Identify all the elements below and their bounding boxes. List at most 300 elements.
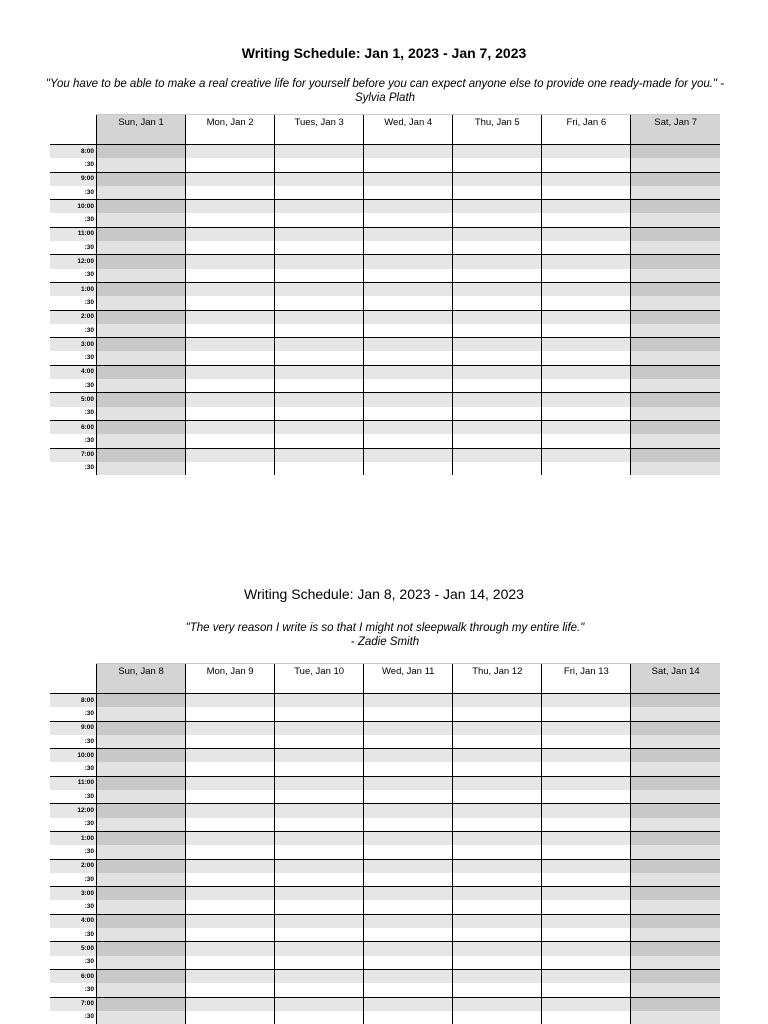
schedule-cell[interactable] [542, 448, 631, 462]
schedule-cell[interactable] [542, 282, 631, 296]
schedule-cell[interactable] [453, 200, 542, 214]
schedule-cell[interactable] [97, 255, 186, 269]
schedule-cell[interactable] [186, 200, 275, 214]
schedule-cell[interactable] [275, 255, 364, 269]
schedule-cell[interactable] [453, 942, 542, 956]
schedule-cell[interactable] [631, 172, 720, 186]
schedule-cell[interactable] [364, 942, 453, 956]
schedule-cell[interactable] [364, 420, 453, 434]
schedule-cell[interactable] [97, 393, 186, 407]
schedule-cell[interactable] [97, 282, 186, 296]
schedule-cell[interactable] [275, 200, 364, 214]
schedule-cell[interactable] [364, 255, 453, 269]
schedule-cell[interactable] [453, 859, 542, 873]
schedule-cell[interactable] [186, 434, 275, 448]
schedule-cell[interactable] [631, 393, 720, 407]
schedule-cell[interactable] [631, 956, 720, 970]
schedule-cell[interactable] [631, 969, 720, 983]
schedule-cell[interactable] [186, 324, 275, 338]
schedule-cell[interactable] [275, 914, 364, 928]
schedule-cell[interactable] [631, 997, 720, 1011]
schedule-cell[interactable] [186, 776, 275, 790]
schedule-cell[interactable] [631, 900, 720, 914]
schedule-cell[interactable] [97, 997, 186, 1011]
schedule-cell[interactable] [631, 158, 720, 172]
schedule-cell[interactable] [631, 379, 720, 393]
schedule-cell[interactable] [186, 1011, 275, 1024]
schedule-cell[interactable] [631, 873, 720, 887]
schedule-cell[interactable] [186, 365, 275, 379]
schedule-cell[interactable] [453, 873, 542, 887]
schedule-cell[interactable] [186, 707, 275, 721]
schedule-cell[interactable] [631, 914, 720, 928]
schedule-cell[interactable] [542, 859, 631, 873]
schedule-cell[interactable] [186, 393, 275, 407]
schedule-cell[interactable] [97, 379, 186, 393]
schedule-cell[interactable] [97, 776, 186, 790]
schedule-cell[interactable] [542, 186, 631, 200]
schedule-cell[interactable] [186, 241, 275, 255]
schedule-cell[interactable] [364, 762, 453, 776]
schedule-cell[interactable] [275, 818, 364, 832]
schedule-cell[interactable] [275, 790, 364, 804]
schedule-cell[interactable] [97, 845, 186, 859]
schedule-cell[interactable] [364, 365, 453, 379]
schedule-cell[interactable] [97, 351, 186, 365]
schedule-cell[interactable] [186, 845, 275, 859]
schedule-cell[interactable] [97, 172, 186, 186]
schedule-cell[interactable] [453, 762, 542, 776]
schedule-cell[interactable] [275, 707, 364, 721]
schedule-cell[interactable] [97, 158, 186, 172]
schedule-cell[interactable] [364, 749, 453, 763]
schedule-cell[interactable] [453, 241, 542, 255]
schedule-cell[interactable] [542, 379, 631, 393]
schedule-cell[interactable] [631, 707, 720, 721]
schedule-cell[interactable] [453, 983, 542, 997]
schedule-cell[interactable] [453, 296, 542, 310]
schedule-cell[interactable] [364, 694, 453, 708]
schedule-cell[interactable] [186, 158, 275, 172]
schedule-cell[interactable] [186, 213, 275, 227]
schedule-cell[interactable] [453, 227, 542, 241]
schedule-cell[interactable] [97, 900, 186, 914]
schedule-cell[interactable] [631, 338, 720, 352]
schedule-cell[interactable] [364, 831, 453, 845]
schedule-cell[interactable] [453, 997, 542, 1011]
schedule-cell[interactable] [542, 956, 631, 970]
schedule-cell[interactable] [275, 324, 364, 338]
schedule-cell[interactable] [631, 282, 720, 296]
schedule-cell[interactable] [453, 213, 542, 227]
schedule-cell[interactable] [453, 407, 542, 421]
schedule-cell[interactable] [631, 790, 720, 804]
schedule-cell[interactable] [97, 296, 186, 310]
schedule-cell[interactable] [542, 969, 631, 983]
schedule-cell[interactable] [542, 434, 631, 448]
schedule-cell[interactable] [631, 462, 720, 475]
schedule-cell[interactable] [453, 776, 542, 790]
schedule-cell[interactable] [364, 914, 453, 928]
schedule-cell[interactable] [186, 186, 275, 200]
schedule-cell[interactable] [453, 338, 542, 352]
schedule-cell[interactable] [364, 983, 453, 997]
schedule-cell[interactable] [364, 241, 453, 255]
schedule-cell[interactable] [275, 338, 364, 352]
schedule-cell[interactable] [542, 928, 631, 942]
schedule-cell[interactable] [542, 462, 631, 475]
schedule-cell[interactable] [631, 227, 720, 241]
schedule-cell[interactable] [186, 420, 275, 434]
schedule-cell[interactable] [364, 845, 453, 859]
schedule-cell[interactable] [631, 928, 720, 942]
schedule-cell[interactable] [542, 818, 631, 832]
schedule-cell[interactable] [631, 762, 720, 776]
schedule-cell[interactable] [453, 721, 542, 735]
schedule-cell[interactable] [97, 338, 186, 352]
schedule-cell[interactable] [186, 282, 275, 296]
schedule-cell[interactable] [364, 790, 453, 804]
schedule-cell[interactable] [275, 762, 364, 776]
schedule-cell[interactable] [186, 379, 275, 393]
schedule-cell[interactable] [275, 804, 364, 818]
schedule-cell[interactable] [186, 831, 275, 845]
schedule-cell[interactable] [453, 735, 542, 749]
schedule-cell[interactable] [631, 983, 720, 997]
schedule-cell[interactable] [275, 282, 364, 296]
schedule-cell[interactable] [631, 831, 720, 845]
schedule-cell[interactable] [542, 900, 631, 914]
schedule-cell[interactable] [364, 859, 453, 873]
schedule-cell[interactable] [97, 269, 186, 283]
schedule-cell[interactable] [364, 407, 453, 421]
schedule-cell[interactable] [453, 269, 542, 283]
schedule-cell[interactable] [97, 227, 186, 241]
schedule-cell[interactable] [97, 407, 186, 421]
schedule-cell[interactable] [542, 749, 631, 763]
schedule-cell[interactable] [631, 749, 720, 763]
schedule-cell[interactable] [97, 1011, 186, 1024]
schedule-cell[interactable] [364, 1011, 453, 1024]
schedule-cell[interactable] [453, 707, 542, 721]
schedule-cell[interactable] [186, 804, 275, 818]
schedule-cell[interactable] [186, 873, 275, 887]
schedule-cell[interactable] [364, 227, 453, 241]
schedule-cell[interactable] [542, 694, 631, 708]
schedule-cell[interactable] [542, 365, 631, 379]
schedule-cell[interactable] [631, 186, 720, 200]
schedule-cell[interactable] [364, 186, 453, 200]
schedule-cell[interactable] [453, 928, 542, 942]
schedule-cell[interactable] [542, 338, 631, 352]
schedule-cell[interactable] [453, 420, 542, 434]
schedule-cell[interactable] [275, 379, 364, 393]
schedule-cell[interactable] [631, 213, 720, 227]
schedule-cell[interactable] [453, 887, 542, 901]
schedule-cell[interactable] [275, 420, 364, 434]
schedule-cell[interactable] [364, 379, 453, 393]
schedule-cell[interactable] [631, 200, 720, 214]
schedule-cell[interactable] [364, 707, 453, 721]
schedule-cell[interactable] [275, 241, 364, 255]
schedule-cell[interactable] [275, 393, 364, 407]
schedule-cell[interactable] [275, 956, 364, 970]
schedule-cell[interactable] [364, 887, 453, 901]
schedule-cell[interactable] [631, 324, 720, 338]
schedule-cell[interactable] [542, 721, 631, 735]
schedule-cell[interactable] [542, 200, 631, 214]
schedule-cell[interactable] [275, 213, 364, 227]
schedule-cell[interactable] [275, 407, 364, 421]
schedule-cell[interactable] [97, 735, 186, 749]
schedule-cell[interactable] [542, 942, 631, 956]
schedule-cell[interactable] [453, 186, 542, 200]
schedule-cell[interactable] [453, 790, 542, 804]
schedule-cell[interactable] [186, 172, 275, 186]
schedule-cell[interactable] [97, 241, 186, 255]
schedule-cell[interactable] [364, 296, 453, 310]
schedule-cell[interactable] [631, 434, 720, 448]
schedule-cell[interactable] [542, 831, 631, 845]
schedule-cell[interactable] [453, 900, 542, 914]
schedule-cell[interactable] [631, 804, 720, 818]
schedule-cell[interactable] [186, 269, 275, 283]
schedule-cell[interactable] [542, 997, 631, 1011]
schedule-cell[interactable] [97, 186, 186, 200]
schedule-cell[interactable] [542, 145, 631, 159]
schedule-cell[interactable] [542, 420, 631, 434]
schedule-cell[interactable] [631, 818, 720, 832]
schedule-cell[interactable] [275, 873, 364, 887]
schedule-cell[interactable] [542, 1011, 631, 1024]
schedule-cell[interactable] [364, 928, 453, 942]
schedule-cell[interactable] [97, 873, 186, 887]
schedule-cell[interactable] [364, 213, 453, 227]
schedule-cell[interactable] [364, 956, 453, 970]
schedule-cell[interactable] [97, 145, 186, 159]
schedule-cell[interactable] [186, 721, 275, 735]
schedule-cell[interactable] [275, 1011, 364, 1024]
schedule-cell[interactable] [542, 983, 631, 997]
schedule-cell[interactable] [453, 324, 542, 338]
schedule-cell[interactable] [364, 721, 453, 735]
schedule-cell[interactable] [631, 145, 720, 159]
schedule-cell[interactable] [97, 914, 186, 928]
schedule-cell[interactable] [453, 831, 542, 845]
schedule-cell[interactable] [453, 749, 542, 763]
schedule-cell[interactable] [186, 762, 275, 776]
schedule-cell[interactable] [631, 255, 720, 269]
schedule-cell[interactable] [275, 887, 364, 901]
schedule-cell[interactable] [364, 393, 453, 407]
schedule-cell[interactable] [542, 393, 631, 407]
schedule-cell[interactable] [186, 296, 275, 310]
schedule-cell[interactable] [186, 448, 275, 462]
schedule-cell[interactable] [186, 694, 275, 708]
schedule-cell[interactable] [275, 172, 364, 186]
schedule-cell[interactable] [275, 694, 364, 708]
schedule-cell[interactable] [542, 351, 631, 365]
schedule-cell[interactable] [275, 351, 364, 365]
schedule-cell[interactable] [275, 365, 364, 379]
schedule-cell[interactable] [542, 790, 631, 804]
schedule-cell[interactable] [275, 721, 364, 735]
schedule-cell[interactable] [453, 379, 542, 393]
schedule-cell[interactable] [542, 213, 631, 227]
schedule-cell[interactable] [186, 997, 275, 1011]
schedule-cell[interactable] [186, 407, 275, 421]
schedule-cell[interactable] [97, 831, 186, 845]
schedule-cell[interactable] [542, 914, 631, 928]
schedule-cell[interactable] [186, 914, 275, 928]
schedule-cell[interactable] [631, 735, 720, 749]
schedule-cell[interactable] [364, 804, 453, 818]
schedule-cell[interactable] [275, 845, 364, 859]
schedule-cell[interactable] [542, 296, 631, 310]
schedule-cell[interactable] [542, 873, 631, 887]
schedule-cell[interactable] [275, 831, 364, 845]
schedule-cell[interactable] [364, 462, 453, 475]
schedule-cell[interactable] [97, 310, 186, 324]
schedule-cell[interactable] [631, 721, 720, 735]
schedule-cell[interactable] [275, 227, 364, 241]
schedule-cell[interactable] [364, 448, 453, 462]
schedule-cell[interactable] [364, 776, 453, 790]
schedule-cell[interactable] [364, 310, 453, 324]
schedule-cell[interactable] [364, 969, 453, 983]
schedule-cell[interactable] [97, 969, 186, 983]
schedule-cell[interactable] [364, 351, 453, 365]
schedule-cell[interactable] [631, 694, 720, 708]
schedule-cell[interactable] [631, 241, 720, 255]
schedule-cell[interactable] [542, 845, 631, 859]
schedule-cell[interactable] [186, 887, 275, 901]
schedule-cell[interactable] [453, 914, 542, 928]
schedule-cell[interactable] [97, 694, 186, 708]
schedule-cell[interactable] [275, 310, 364, 324]
schedule-cell[interactable] [364, 269, 453, 283]
schedule-cell[interactable] [542, 776, 631, 790]
schedule-cell[interactable] [453, 694, 542, 708]
schedule-cell[interactable] [186, 749, 275, 763]
schedule-cell[interactable] [275, 735, 364, 749]
schedule-cell[interactable] [186, 255, 275, 269]
schedule-cell[interactable] [275, 928, 364, 942]
schedule-cell[interactable] [631, 269, 720, 283]
schedule-cell[interactable] [631, 776, 720, 790]
schedule-cell[interactable] [364, 338, 453, 352]
schedule-cell[interactable] [186, 227, 275, 241]
schedule-cell[interactable] [453, 158, 542, 172]
schedule-cell[interactable] [275, 269, 364, 283]
schedule-cell[interactable] [275, 983, 364, 997]
schedule-cell[interactable] [97, 365, 186, 379]
schedule-cell[interactable] [97, 887, 186, 901]
schedule-cell[interactable] [186, 983, 275, 997]
schedule-cell[interactable] [453, 434, 542, 448]
schedule-cell[interactable] [631, 1011, 720, 1024]
schedule-cell[interactable] [542, 407, 631, 421]
schedule-cell[interactable] [453, 969, 542, 983]
schedule-cell[interactable] [97, 804, 186, 818]
schedule-cell[interactable] [453, 448, 542, 462]
schedule-cell[interactable] [364, 434, 453, 448]
schedule-cell[interactable] [97, 448, 186, 462]
schedule-cell[interactable] [631, 407, 720, 421]
schedule-cell[interactable] [275, 158, 364, 172]
schedule-cell[interactable] [186, 338, 275, 352]
schedule-cell[interactable] [631, 365, 720, 379]
schedule-cell[interactable] [542, 735, 631, 749]
schedule-cell[interactable] [275, 749, 364, 763]
schedule-cell[interactable] [275, 997, 364, 1011]
schedule-cell[interactable] [97, 462, 186, 475]
schedule-cell[interactable] [97, 707, 186, 721]
schedule-cell[interactable] [186, 310, 275, 324]
schedule-cell[interactable] [97, 434, 186, 448]
schedule-cell[interactable] [275, 296, 364, 310]
schedule-cell[interactable] [631, 887, 720, 901]
schedule-cell[interactable] [453, 255, 542, 269]
schedule-cell[interactable] [364, 172, 453, 186]
schedule-cell[interactable] [631, 351, 720, 365]
schedule-cell[interactable] [186, 790, 275, 804]
schedule-cell[interactable] [364, 200, 453, 214]
schedule-cell[interactable] [97, 956, 186, 970]
schedule-cell[interactable] [186, 928, 275, 942]
schedule-cell[interactable] [453, 145, 542, 159]
schedule-cell[interactable] [97, 420, 186, 434]
schedule-cell[interactable] [453, 351, 542, 365]
schedule-cell[interactable] [364, 158, 453, 172]
schedule-cell[interactable] [186, 351, 275, 365]
schedule-cell[interactable] [186, 145, 275, 159]
schedule-cell[interactable] [542, 158, 631, 172]
schedule-cell[interactable] [453, 956, 542, 970]
schedule-cell[interactable] [97, 200, 186, 214]
schedule-cell[interactable] [275, 448, 364, 462]
schedule-cell[interactable] [186, 462, 275, 475]
schedule-cell[interactable] [542, 887, 631, 901]
schedule-cell[interactable] [631, 310, 720, 324]
schedule-cell[interactable] [364, 900, 453, 914]
schedule-cell[interactable] [542, 227, 631, 241]
schedule-cell[interactable] [275, 900, 364, 914]
schedule-cell[interactable] [275, 776, 364, 790]
schedule-cell[interactable] [275, 462, 364, 475]
schedule-cell[interactable] [631, 859, 720, 873]
schedule-cell[interactable] [542, 255, 631, 269]
schedule-cell[interactable] [97, 928, 186, 942]
schedule-cell[interactable] [97, 762, 186, 776]
schedule-cell[interactable] [275, 969, 364, 983]
schedule-cell[interactable] [631, 845, 720, 859]
schedule-cell[interactable] [542, 241, 631, 255]
schedule-cell[interactable] [97, 721, 186, 735]
schedule-cell[interactable] [97, 749, 186, 763]
schedule-cell[interactable] [97, 942, 186, 956]
schedule-cell[interactable] [453, 818, 542, 832]
schedule-cell[interactable] [631, 296, 720, 310]
schedule-cell[interactable] [631, 448, 720, 462]
schedule-cell[interactable] [453, 393, 542, 407]
schedule-cell[interactable] [453, 845, 542, 859]
schedule-cell[interactable] [542, 707, 631, 721]
schedule-cell[interactable] [275, 859, 364, 873]
schedule-cell[interactable] [631, 420, 720, 434]
schedule-cell[interactable] [453, 365, 542, 379]
schedule-cell[interactable] [275, 145, 364, 159]
